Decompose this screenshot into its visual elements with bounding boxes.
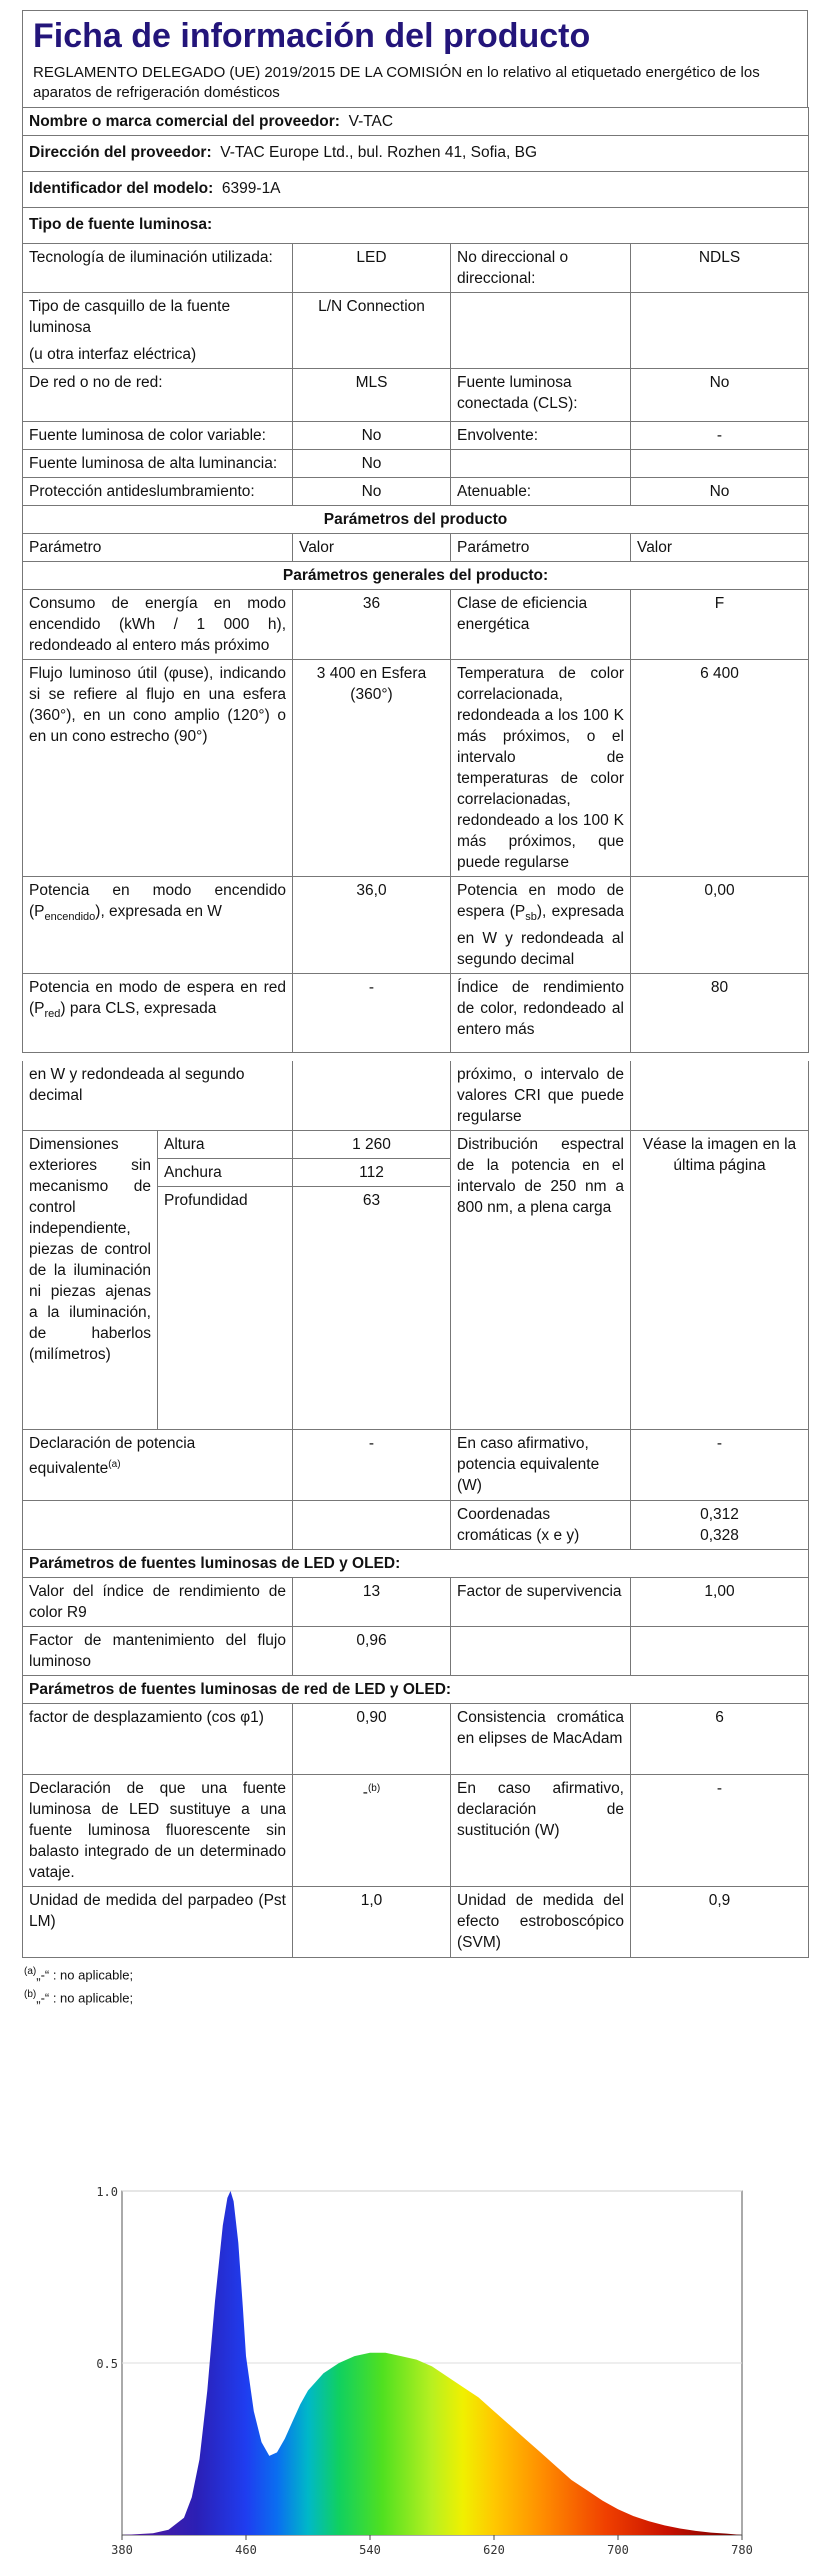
supplier-name-value: V-TAC — [348, 113, 394, 130]
on-mode-power-label: Potencia en modo encendido $(P_{encendido})$, expresada en W — [23, 877, 293, 974]
model-id-label: Identificador del modelo: — [29, 180, 214, 197]
networked-standby-label: Potencia en modo de espera en red $(P_{red})$ para CLS, expresada — [23, 974, 293, 1053]
footnote-a: $^{(a)}$„-“ : no aplicable; — [24, 1966, 134, 1983]
x-tick-label: 700 — [607, 2543, 629, 2557]
directional-value: NDLS — [631, 244, 809, 293]
height-value: 1 260 — [293, 1131, 451, 1159]
luminous-flux-label: Flujo luminoso útil (φuse), indicando si se refiere al flujo en una esfera (360°), en un cono amplio (120°) o en un cono estrecho (90°) — [23, 660, 293, 877]
networked-standby-value: - — [293, 974, 451, 1053]
mains-label: De red o no de red: — [23, 369, 293, 422]
color-tunable-value: No — [293, 422, 451, 450]
model-id-value: 6399-1A — [221, 180, 281, 197]
r9-value: 13 — [293, 1578, 451, 1627]
equivalent-power-w-value: - — [631, 1430, 809, 1501]
y-tick-label: 0.5 — [96, 2357, 118, 2371]
chromaticity-values: 0,312 0,328 — [631, 1501, 809, 1550]
page-title: Ficha de información del producto — [33, 17, 591, 55]
col-param2-header: Parámetro — [451, 534, 631, 562]
cls-value: No — [631, 369, 809, 422]
x-axis-ticks — [111, 2535, 753, 2557]
supplier-address-value: V-TAC Europe Ltd., bul. Rozhen 41, Sofia, BG — [220, 144, 538, 161]
led-params-heading: Parámetros de fuentes luminosas de LED y OLED: — [23, 1550, 809, 1578]
spectral-distribution-label: Distribución espectral de la potencia en el intervalo de 250 nm a 800 nm, a plena carga — [451, 1131, 631, 1430]
footnotes — [22, 1962, 808, 2009]
anti-glare-label: Protección antideslumbramiento: — [23, 478, 293, 506]
replacement-w-value: - — [631, 1775, 809, 1887]
replacement-w-label: En caso afirmativo, declaración de sustitución (W) — [451, 1775, 631, 1887]
regulation-subtitle: REGLAMENTO DELEGADO (UE) 2019/2015 DE LA COMISIÓN en lo relativo al etiquetado energético de los aparatos de refrigeración domésticos — [33, 64, 760, 101]
cri-label-cont: próximo, o intervalo de valores CRI que puede regularse — [451, 1061, 631, 1131]
info-table-continued — [22, 1061, 809, 1958]
cri-value: 80 — [631, 974, 809, 1053]
product-params-heading: Parámetros del producto — [23, 506, 809, 534]
displacement-factor-value: 0,90 — [293, 1704, 451, 1775]
replacement-label: Declaración de que una fuente luminosa de LED sustituye a una fuente luminosa fluorescente sin balasto integrado de un determinado vataje. — [23, 1775, 293, 1887]
stroboscopic-value: 0,9 — [631, 1887, 809, 1958]
col-value-header: Valor — [293, 534, 451, 562]
macadam-label: Consistencia cromática en elipses de MacAdam — [451, 1704, 631, 1775]
cap-type-value: L/N Connection — [293, 293, 451, 369]
equivalent-power-value: - — [293, 1430, 451, 1501]
on-mode-power-value: 36,0 — [293, 877, 451, 974]
supplier-name-label: Nombre o marca comercial del proveedor: — [29, 113, 340, 130]
width-label: Anchura — [158, 1159, 293, 1187]
high-luminance-value: No — [293, 450, 451, 478]
general-params-heading: Parámetros generales del producto: — [23, 562, 809, 590]
standby-power-label: Potencia en modo de espera $(P_{sb})$, expresada en W y redondeada al segundo decimal — [451, 877, 631, 974]
cap-type-label: Tipo de casquillo de la fuente luminosa (u otra interfaz eléctrica) — [23, 293, 293, 369]
mains-value: MLS — [293, 369, 451, 422]
envelope-label: Envolvente: — [451, 422, 631, 450]
spectrum-svg — [0, 2183, 832, 2560]
cct-value: 6 400 — [631, 660, 809, 877]
x-tick-label: 380 — [111, 2543, 133, 2557]
energy-class-label: Clase de eficiencia energética — [451, 590, 631, 660]
equivalent-power-w-label: En caso afirmativo, potencia equivalente (W) — [451, 1430, 631, 1501]
envelope-value: - — [631, 422, 809, 450]
spectral-distribution-chart — [0, 2183, 832, 2560]
cct-label: Temperatura de color correlacionada, redondeada a los 100 K más próximos, o el intervalo de temperaturas de color correlacionadas, redondeado a los 100 K más próximos, que puede regularse — [451, 660, 631, 877]
x-tick-label: 780 — [731, 2543, 753, 2557]
flux-maintenance-label: Factor de mantenimiento del flujo luminoso — [23, 1627, 293, 1676]
col-value2-header: Valor — [631, 534, 809, 562]
energy-consumption-value: 36 — [293, 590, 451, 660]
info-table — [22, 107, 809, 1053]
depth-value: 63 — [293, 1187, 451, 1430]
cri-label: Índice de rendimiento de color, redondeado al entero más — [451, 974, 631, 1053]
displacement-factor-label: factor de desplazamiento (cos φ1) — [23, 1704, 293, 1775]
color-tunable-label: Fuente luminosa de color variable: — [23, 422, 293, 450]
macadam-value: 6 — [631, 1704, 809, 1775]
x-tick-label: 620 — [483, 2543, 505, 2557]
energy-consumption-label: Consumo de energía en modo encendido (kWh / 1 000 h), redondeado al entero más próximo — [23, 590, 293, 660]
flicker-value: 1,0 — [293, 1887, 451, 1958]
y-axis-ticks — [96, 2185, 118, 2371]
x-tick-label: 540 — [359, 2543, 381, 2557]
high-luminance-label: Fuente luminosa de alta luminancia: — [23, 450, 293, 478]
spectral-distribution-value: Véase la imagen en la última página — [631, 1131, 809, 1430]
survival-factor-label: Factor de supervivencia — [451, 1578, 631, 1627]
replacement-value: -$^{(b)}$ — [293, 1775, 451, 1887]
depth-label: Profundidad — [158, 1187, 293, 1430]
energy-class-value: F — [631, 590, 809, 660]
cls-label: Fuente luminosa conectada (CLS): — [451, 369, 631, 422]
lighting-technology-value: LED — [293, 244, 451, 293]
dimmable-label: Atenuable: — [451, 478, 631, 506]
height-label: Altura — [158, 1131, 293, 1159]
r9-label: Valor del índice de rendimiento de color R9 — [23, 1578, 293, 1627]
mains-led-params-heading: Parámetros de fuentes luminosas de red de LED y OLED: — [23, 1676, 809, 1704]
col-param-header: Parámetro — [23, 534, 293, 562]
networked-standby-label-cont: en W y redondeada al segundo decimal — [23, 1061, 293, 1131]
anti-glare-value: No — [293, 478, 451, 506]
lighting-technology-label: Tecnología de iluminación utilizada: — [23, 244, 293, 293]
luminous-flux-value: 3 400 en Esfera (360°) — [293, 660, 451, 877]
supplier-address-label: Dirección del proveedor: — [29, 144, 212, 161]
width-value: 112 — [293, 1159, 451, 1187]
standby-power-value: 0,00 — [631, 877, 809, 974]
flux-maintenance-value: 0,96 — [293, 1627, 451, 1676]
light-source-heading: Tipo de fuente luminosa: — [23, 208, 809, 244]
stroboscopic-label: Unidad de medida del efecto estroboscópico (SVM) — [451, 1887, 631, 1958]
sheet-header — [22, 10, 808, 107]
flicker-label: Unidad de medida del parpadeo (Pst LM) — [23, 1887, 293, 1958]
equivalent-power-label: Declaración de potencia equivalente$^{(a)}$ — [23, 1430, 293, 1501]
directional-label: No direccional o direccional: — [451, 244, 631, 293]
y-tick-label: 1.0 — [96, 2185, 118, 2199]
dimensions-label: Dimensiones exteriores sin mecanismo de control independiente, piezas de control de la iluminación ni piezas ajenas a la iluminación, de haberlos (milímetros) — [23, 1131, 158, 1430]
survival-factor-value: 1,00 — [631, 1578, 809, 1627]
chromaticity-label: Coordenadas cromáticas (x e y) — [451, 1501, 631, 1550]
footnote-b: $^{(b)}$„-“ : no aplicable; — [24, 1989, 134, 2006]
dimmable-value: No — [631, 478, 809, 506]
product-information-sheet — [22, 10, 808, 2009]
x-tick-label: 460 — [235, 2543, 257, 2557]
